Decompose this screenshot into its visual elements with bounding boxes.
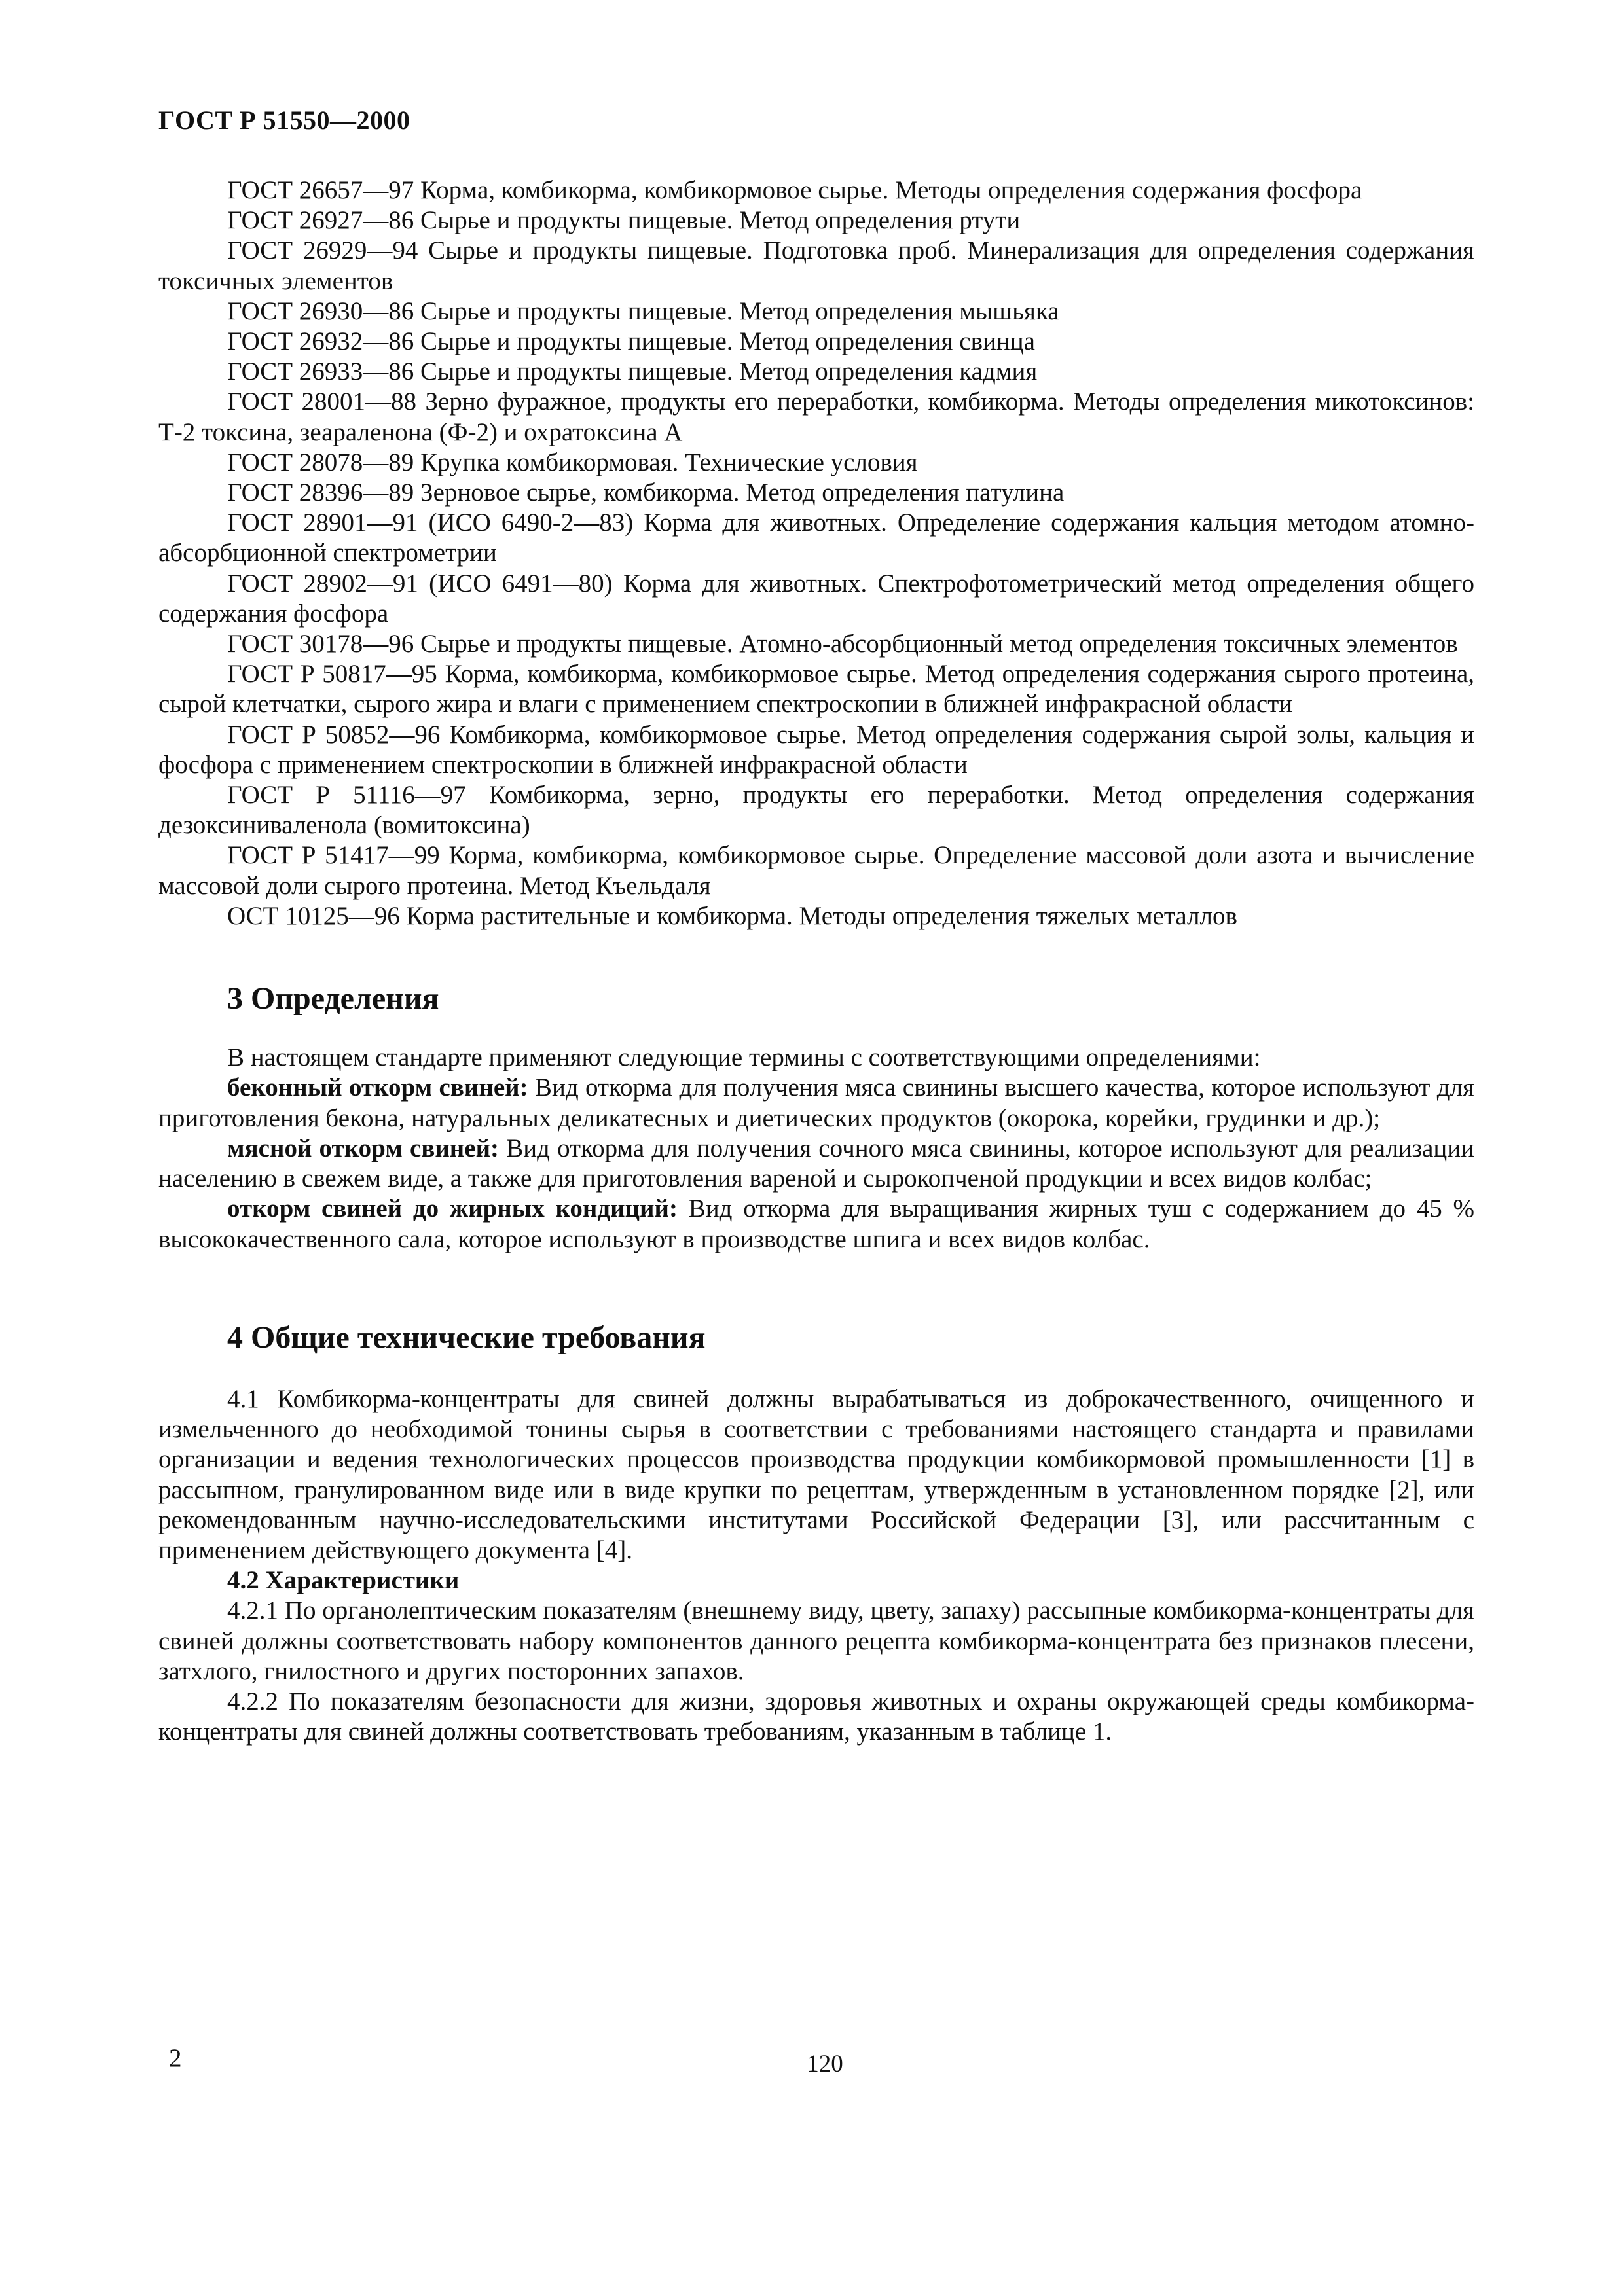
definition-item (158, 1073, 1474, 1133)
definitions-section (158, 1043, 1474, 1254)
section-4-heading: 4 Общие технические требования (227, 1319, 706, 1355)
reference-item: ГОСТ 26927—86 Сырье и продукты пищевые. Метод определения ртути (227, 206, 1021, 235)
clause-4-1: 4.1 Комбикорма-концентраты для свиней должны вырабатываться из доброкачественного, очищенного и измельченного до необходимой тонины сырья в соответствии с требованиями настоящего стандарта и правилами организации и ведения технологических процессов производства продукции комбикормовой промышленности [1] в рассыпном, гранулированном виде или в виде крупки по рецептам, утвержденным в установленном порядке [2], или рекомендованным научно-исследовательскими институтами Российской Федерации [3], или рассчитанным с применением действующего документа [4]. (158, 1384, 1474, 1564)
document-body (158, 175, 1474, 1747)
section-3-heading: 3 Определения (227, 981, 439, 1016)
reference-item: ГОСТ 28078—89 Крупка комбикормовая. Технические условия (227, 448, 918, 476)
definition-term: откорм свиней до жирных кондиций: (227, 1194, 678, 1223)
reference-item: ГОСТ Р 51116—97 Комбикорма, зерно, продукты его переработки. Метод определения содержания дезоксиниваленола (вомитоксина) (158, 781, 1474, 840)
reference-item: ГОСТ 26657—97 Корма, комбикорма, комбикормовое сырье. Методы определения содержания фосфора (227, 176, 1362, 204)
reference-item: ГОСТ 28902—91 (ИСО 6491—80) Корма для животных. Спектрофотометрический метод определения общего содержания фосфора (158, 569, 1474, 628)
definition-text: Вид откорма для выращивания жирных туш с содержанием до 45 % высококачественного сала, которое используют в производстве шпига и всех видов колбас. (158, 1194, 1474, 1253)
definition-text: Вид откорма для получения мяса свинины высшего качества, которое используют для приготовления бекона, натуральных деликатесных и диетических продуктов (окорока, корейки, грудинки и др.); (158, 1073, 1474, 1132)
clause-4-2-heading: 4.2 Характеристики (227, 1566, 460, 1595)
page-number-center: 120 (807, 2051, 843, 2077)
reference-item: ГОСТ 26929—94 Сырье и продукты пищевые. Подготовка проб. Минерализация для определения содержания токсичных элементов (158, 236, 1474, 295)
definition-item (158, 1134, 1474, 1194)
clause-4-2-1: 4.2.1 По органолептическим показателям (внешнему виду, цвету, запаху) рассыпные комбикорма-концентраты для свиней должны соответствовать набору компонентов данного рецепта комбикорма-концентрата без признаков плесени, затхлого, гнилостного и других посторонних запахов. (158, 1596, 1474, 1685)
reference-item: ГОСТ 26933—86 Сырье и продукты пищевые. Метод определения кадмия (227, 357, 1038, 386)
reference-item: ГОСТ 30178—96 Сырье и продукты пищевые. Атомно-абсорбционный метод определения токсичных элементов (227, 630, 1458, 658)
definition-term: мясной откорм свиней: (227, 1134, 500, 1162)
reference-item: ГОСТ 26930—86 Сырье и продукты пищевые. Метод определения мышьяка (227, 296, 1059, 325)
reference-item: ГОСТ 28001—88 Зерно фуражное, продукты его переработки, комбикорма. Методы определения микотоксинов: Т-2 токсина, зеараленона (Ф-2) и охратоксина А (158, 387, 1474, 446)
reference-item: ГОСТ 28396—89 Зерновое сырье, комбикорма. Метод определения патулина (227, 478, 1065, 507)
reference-item: ОСТ 10125—96 Корма растительные и комбикорма. Методы определения тяжелых металлов (227, 901, 1237, 930)
reference-item: ГОСТ Р 50852—96 Комбикорма, комбикормовое сырье. Метод определения содержания сырой золы, кальция и фосфора с применением спектроскопии в ближней инфракрасной области (158, 720, 1474, 779)
normative-references-list (158, 175, 1474, 931)
reference-item: ГОСТ Р 51417—99 Корма, комбикорма, комбикормовое сырье. Определение массовой доли азота и вычисление массовой доли сырого протеина. Метод Къельдаля (158, 841, 1474, 900)
definition-term: беконный откорм свиней: (227, 1073, 528, 1102)
page-number-left: 2 (169, 2044, 182, 2072)
clause-4-2-2: 4.2.2 По показателям безопасности для жизни, здоровья животных и охраны окружающей среды комбикорма-концентраты для свиней должны соответствовать требованиям, указанным в таблице 1. (158, 1687, 1474, 1746)
reference-item: ГОСТ 26932—86 Сырье и продукты пищевые. Метод определения свинца (227, 327, 1035, 356)
reference-item: ГОСТ Р 50817—95 Корма, комбикорма, комбикормовое сырье. Метод определения содержания сырого протеина, сырой клетчатки, сырого жира и влаги с применением спектроскопии в ближней инфракрасной области (158, 660, 1474, 719)
document-header: ГОСТ Р 51550—2000 (158, 105, 410, 135)
definition-item (158, 1194, 1474, 1254)
requirements-section (158, 1384, 1474, 1747)
definitions-intro: В настоящем стандарте применяют следующие термины с соответствующими определениями: (227, 1043, 1261, 1072)
definition-text: Вид откорма для получения сочного мяса свинины, которое используют для реализации населению в свежем виде, а также для приготовления вареной и сырокопченой продукции и всех видов колбас; (158, 1134, 1474, 1193)
reference-item: ГОСТ 28901—91 (ИСО 6490-2—83) Корма для животных. Определение содержания кальция методом атомно-абсорбционной спектрометрии (158, 509, 1474, 567)
